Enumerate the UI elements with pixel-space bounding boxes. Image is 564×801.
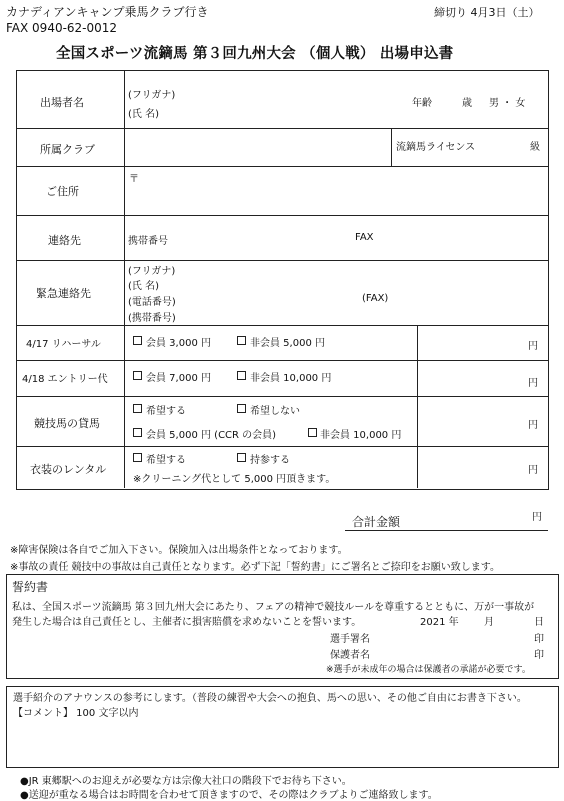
recipient: カナディアンキャンプ乗馬クラブ行き: [6, 5, 209, 19]
liability-note: ※事故の責任 競技中の事故は自己責任となります。必ず下記「誓約書」にご署名とご捺印をお願い致します。: [10, 562, 500, 573]
sex-choice[interactable]: 男 ・ 女: [489, 98, 526, 109]
emergency-furigana-label: (フリガナ): [128, 266, 176, 277]
contact-label: 連絡先: [48, 234, 81, 247]
pledge-line-2: 発生した場合は自己責任とし、主催者に損害賠償を求めないことを誓います。: [12, 617, 362, 628]
rehearsal-yen: 円: [528, 341, 538, 352]
footer-line-1: ●JR 東郷駅へのお迎えが必要な方は宗像大社口の階段下でお待ち下さい。: [20, 776, 352, 787]
contact-mobile-label: 携帯番号: [128, 236, 168, 247]
horse-member-checkbox[interactable]: [133, 428, 142, 437]
postal-mark: 〒: [129, 174, 139, 185]
entry-member-checkbox[interactable]: [133, 371, 142, 380]
horse-nowant-label: 希望しない: [250, 406, 300, 417]
entry-yen: 円: [528, 378, 538, 389]
emergency-mobile-label: (携帯番号): [128, 313, 176, 324]
horse-nowant-checkbox[interactable]: [237, 404, 246, 413]
costume-cleaning-note: ※クリーニング代として 5,000 円頂きます。: [133, 474, 336, 485]
deadline: 締切り 4月3日（土）: [434, 6, 540, 19]
applicant-name-label: (氏 名): [128, 109, 159, 120]
comment-instruction: 選手紹介のアナウンスの参考にします。（普段の練習や大会への抱負、馬への思い、その他ご自由にお書き下さい。: [13, 693, 527, 704]
horse-want-checkbox[interactable]: [133, 404, 142, 413]
signer-label: 選手署名: [330, 634, 370, 645]
costume-label: 衣装のレンタル: [30, 463, 107, 476]
club-label: 所属クラブ: [40, 143, 95, 156]
entry-nonmember-checkbox[interactable]: [237, 371, 246, 380]
entry-member-label: 会員 7,000 円: [146, 373, 211, 384]
pledge-line-1: 私は、全国スポーツ流鏑馬 第３回九州大会にあたり、フェアの精神で競技ルールを尊重するとともに、万が一事故が: [12, 602, 535, 613]
rehearsal-member-label: 会員 3,000 円: [146, 338, 211, 349]
comment-limit: 【コメント】 100 文字以内: [13, 708, 139, 719]
rehearsal-nonmember-label: 非会員 5,000 円: [250, 338, 325, 349]
rehearsal-member-checkbox[interactable]: [133, 336, 142, 345]
entry-label: 4/18 エントリー代: [22, 374, 108, 385]
horse-nonmember-checkbox[interactable]: [308, 428, 317, 437]
applicant-label: 出場者名: [40, 96, 84, 109]
age-unit: 歳: [462, 98, 472, 109]
contact-fax-label: FAX: [355, 232, 374, 243]
costume-own-label: 持参する: [250, 455, 290, 466]
label-column-divider: [124, 70, 125, 488]
minor-note: ※選手が未成年の場合は保護者の承諾が必要です。: [326, 665, 531, 675]
applicant-furigana-label: (フリガナ): [128, 90, 176, 101]
page-title: 全国スポーツ流鏑馬 第３回九州大会 （個人戦） 出場申込書: [56, 46, 454, 62]
costume-want-checkbox[interactable]: [133, 453, 142, 462]
costume-own-checkbox[interactable]: [237, 453, 246, 462]
entry-nonmember-label: 非会員 10,000 円: [250, 373, 332, 384]
pledge-title: 誓約書: [12, 580, 49, 594]
costume-yen: 円: [528, 465, 538, 476]
emergency-name-label: (氏 名): [128, 281, 159, 292]
license-grade: 級: [530, 142, 540, 153]
emergency-fax-label: (FAX): [362, 293, 389, 304]
horse-nonmember-label: 非会員 10,000 円: [320, 430, 402, 441]
footer-line-2: ●送迎が重なる場合はお時間を合わせて頂きますので、その際はクラブよりご連絡致します。: [20, 790, 438, 801]
signer-seal: 印: [534, 634, 544, 645]
rehearsal-label: 4/17 リハーサル: [26, 339, 101, 350]
rehearsal-nonmember-checkbox[interactable]: [237, 336, 246, 345]
pledge-year: 2021 年: [420, 617, 459, 628]
costume-want-label: 希望する: [146, 455, 186, 466]
horse-yen: 円: [528, 420, 538, 431]
pledge-month: 月: [484, 617, 494, 628]
emergency-phone-label: (電話番号): [128, 297, 176, 308]
total-underline: [345, 530, 548, 531]
guardian-label: 保護者名: [330, 650, 370, 661]
age-label: 年齢: [412, 98, 432, 109]
fax-number: FAX 0940-62-0012: [6, 21, 118, 35]
license-label: 流鏑馬ライセンス: [396, 142, 476, 153]
total-yen: 円: [532, 512, 542, 523]
insurance-note: ※障害保険は各自でご加入下さい。保険加入は出場条件となっております。: [10, 545, 348, 556]
horse-label: 競技馬の貸馬: [34, 417, 100, 430]
horse-member-label: 会員 5,000 円 (CCR の会員): [146, 430, 277, 441]
total-label: 合計金額: [352, 515, 401, 529]
horse-want-label: 希望する: [146, 406, 186, 417]
pledge-day: 日: [534, 617, 544, 628]
emergency-label: 緊急連絡先: [36, 287, 91, 300]
guardian-seal: 印: [534, 650, 544, 661]
address-label: ご住所: [46, 185, 79, 198]
